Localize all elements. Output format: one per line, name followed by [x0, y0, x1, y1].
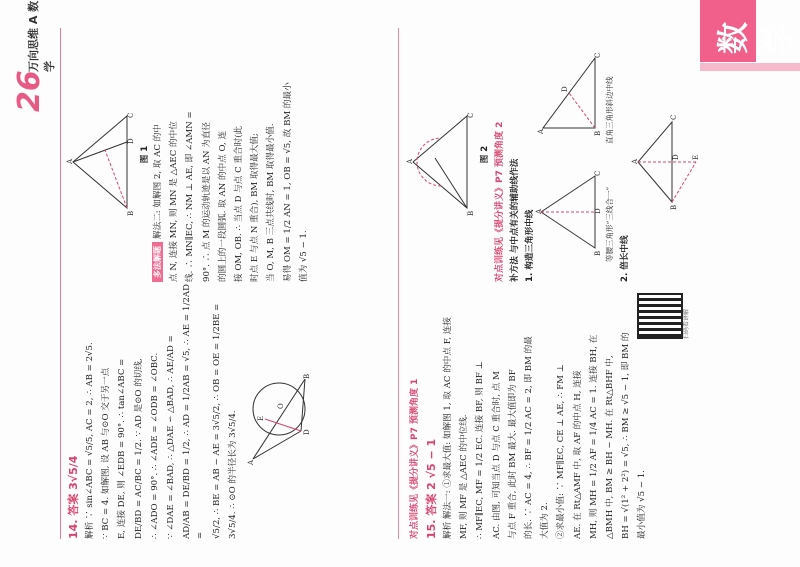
extension-item-2: 2. 倍长中线 [620, 235, 630, 282]
svg-text:A: A [535, 208, 543, 214]
q15-line: 解析 解法一: ①求最大值: 如解图 1, 取 AC 的中点 F, 连接 [443, 317, 453, 539]
qr-code[interactable] [637, 293, 683, 339]
q14-line: 解析 ∵ sin∠ABC = √5/5, AC = 2, ∴ AB = 2√5. [85, 342, 95, 539]
svg-text:D: D [561, 86, 569, 92]
triangle-figure-1 [67, 102, 135, 222]
multi-line: 时点 E 与点 N 重合), BM 取得最大值; [250, 133, 261, 282]
note-isosceles: 等腰三角形“三线合一” [605, 186, 614, 262]
q14-line: ∵ BC = 4. 如解图, 设 AB 与⊙O 交于另一点 [101, 367, 112, 539]
svg-text:A: A [247, 459, 256, 465]
isosceles-figure [537, 162, 601, 262]
q15-line: 的长. ∵ AC = 4, ∴ BF = 1/2 AC = 2, 即 BM 的最 [524, 336, 535, 539]
q15-line: MF, 则 MF 是 △AEC 的中位线. [459, 414, 470, 539]
q14-line: DE/BD = AC/BC = 1/2. ∵ AD 是⊙O 的切线, [133, 358, 144, 539]
svg-text:C: C [594, 170, 602, 176]
q14-heading: 14. 答案 3√5/4 [67, 455, 80, 539]
question-14 [65, 284, 395, 539]
figure-1-label: 图 1 [140, 145, 150, 164]
extension-item-1: 1. 构造三角形中线 [525, 209, 535, 282]
q15-line: MH, 则 MH = 1/2 AF = 1/4 AC = 1. 连接 BH, 在 [588, 334, 599, 539]
q14-line: ∴ ∠ADO = 90°. ∴ ∠ADE = ∠ODB = ∠OBC. [149, 352, 160, 539]
q15-line: 与点 F 重合, 此时 BM 最大. 最大值即为 BF [507, 369, 518, 539]
q14-line: AD/AB = DE/BD = 1/2, ∴ AD = 1/2AB = √5, ∴ AE = 1/2AD = [182, 284, 206, 539]
right-triangle-figure [537, 44, 601, 144]
svg-text:D: D [594, 208, 602, 214]
svg-text:A: A [406, 158, 414, 164]
q15-line: AE. 在 Rt△AMF 中, 取 AF 的中点 H, 连接 [572, 370, 583, 539]
figure-2 [407, 102, 475, 222]
figure-2-label: 图 2 [480, 145, 490, 164]
triangle-figure-2 [407, 102, 475, 222]
subject-tab-stripe [700, 63, 800, 71]
figure-1 [67, 102, 135, 222]
q14-line: √5/2, ∴ BE = AB − AE = 3√5/2, ∴ OB = OE = 1/2BE = [211, 303, 222, 539]
q15-line: 大值为 2. [540, 502, 551, 539]
svg-text:A: A [631, 158, 639, 164]
subject-tab [700, 0, 798, 62]
multi-method-tag: 多法解题 [152, 242, 163, 282]
svg-text:C: C [467, 112, 475, 118]
svg-text:B: B [594, 250, 602, 256]
q15-line: BH = √(1² + 2²) = √5, ∴ BM ≥ √5 − 1, 即 BM 的 [621, 332, 632, 539]
double-median-diagram [632, 102, 700, 222]
multi-line: 接 OM, OB. ∴ 当点 D 与点 C 重合时(此 [234, 125, 245, 282]
page-header [0, 0, 62, 567]
multi-line: 90°. ∴ 点 M 的运动轨迹是以 AN 为直径 [201, 121, 212, 282]
svg-text:C: C [670, 114, 678, 120]
multi-line: 点 N, 连接 MN, 则 MN 是 △AEC 的中位 [169, 121, 180, 282]
multi-line: 的圆上的一段圆弧. 取 AN 的中点 O, 连 [217, 130, 228, 282]
qr-code-label: 扫码看讲解 [683, 308, 690, 339]
svg-text:D: D [672, 154, 680, 160]
svg-text:C: C [127, 112, 135, 118]
question-15 [405, 284, 705, 539]
series-title: 万向思维 A 数学 [27, 0, 56, 72]
svg-text:D: D [127, 138, 135, 144]
svg-text:E: E [692, 154, 700, 160]
extension-banner: 对点训练见《提分讲义》P7 预测角度 2 [495, 121, 505, 282]
q14-circle-figure [243, 359, 311, 479]
q15-line: ②求最小值: ∵ MF∥EC, CE ⊥ AE, ∴ FM ⊥ [556, 364, 567, 539]
svg-text:D: D [303, 429, 312, 435]
svg-text:B: B [467, 210, 475, 216]
section-divider [398, 28, 399, 539]
multi-line: 解法二: 如解图 2, 取 AC 的中 [153, 124, 163, 239]
q14-line: E, 连接 DE, 则 ∠EDB = 90°. ∴ tan∠ABC = [117, 358, 128, 539]
q15-line: △BMH 中, BM ≥ BH − MH. 在 Rt△BHF 中, [605, 355, 616, 539]
q14-line: ∵ ∠DAE = ∠BAD, ∴ △DAE ∽ △BAD, ∴ AE/AD = [166, 335, 177, 539]
page-number: 26 [12, 70, 47, 112]
multi-line: 当 O, M, B 三点共线时, BM 取得最小值. [266, 123, 277, 282]
q15-line: 最小值为 √5 − 1. [637, 470, 648, 539]
extension-title: 补方法 与中点有关的辅助线作法 [510, 158, 520, 282]
svg-text:B: B [127, 210, 135, 216]
q15-heading: 15. 答案 2 √5 − 1 [425, 438, 438, 539]
svg-text:A: A [66, 158, 74, 164]
svg-text:B: B [303, 373, 312, 379]
multi-method-solution [65, 27, 395, 282]
multi-line: 线. ∴ MN∥EC, ∴ NM ⊥ AE, 即 ∠AMN = [185, 111, 196, 282]
svg-text:A: A [537, 128, 545, 134]
multi-line: 值为 √5 − 1. [298, 230, 309, 282]
svg-text:E: E [257, 415, 266, 421]
q15-banner: 对点训练见《提分讲义》P7 预测角度 1 [410, 378, 420, 539]
svg-text:B: B [670, 204, 678, 210]
q15-line: ∴ MF∥EC, MF = 1/2 EC. 连接 BF, 则 BF ⊥ [475, 361, 486, 539]
subject-tab-label: 数学 [714, 21, 798, 54]
note-right-triangle: 直角三角形斜边中线 [605, 76, 614, 144]
double-median-figure [632, 102, 700, 222]
circle-diagram [243, 359, 311, 479]
extension-methods [405, 27, 705, 282]
header-rule [60, 28, 61, 539]
svg-text:C: C [594, 52, 602, 58]
multi-line: 易得 OM = 1/2 AN = 1, OB = √5, 故 BM 的最小 [282, 82, 293, 282]
q14-line: 3√5/4. ∴ ⊙O 的半径长为 3√5/4. [227, 410, 238, 539]
svg-text:B: B [594, 130, 602, 136]
svg-text:O: O [277, 403, 286, 409]
q15-line: AC. 由图, 可知当点 D 与点 C 重合时, 点 M [491, 371, 502, 539]
median-figures [537, 27, 601, 262]
